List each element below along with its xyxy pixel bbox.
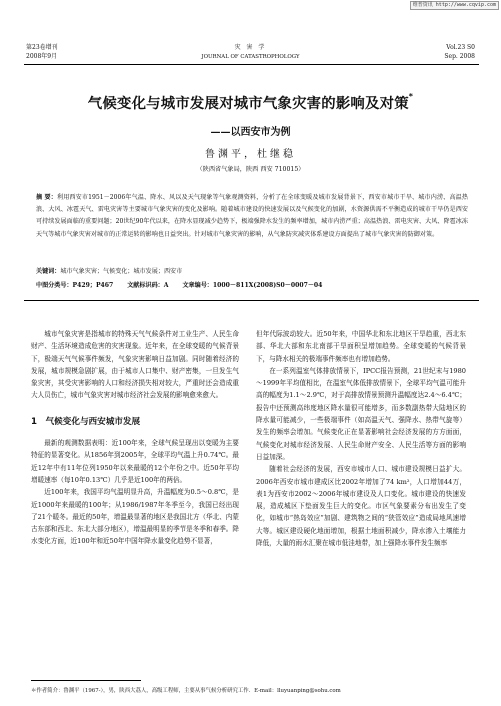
body-paragraph: 最新的观测数据表明：近100年来，全球气候呈现出以变暖为主要特征的显著变化。从1856年到2005年，全球平均气温上升0.74℃。最近12年中有11年位列1950年以来最暖的12个年份之中。近50年平均增暖速率（每10年0.13℃）几乎是近100年的两倍。 [31, 439, 239, 484]
abstract-text: 利用西安市1951－2006年气温、降水、风以及天气现象等气象观测资料，分析了在全球变暖及城市发展背景下，西安市城市干旱、城市内涝、高温热浪、大风、冰雹天气、雷电灾害等主要城市气象灾害的变化及影响。随着城市建设的快速发展以及气候变化的加剧，水资源供需不平衡造成的城市干旱仍是西安可持续发展面临的重要问题；20世纪90年代以来，在降水显现减少趋势下，极端强降水发生的频率增加，城市内涝严重；高温热浪、雷电灾害、大风、降雹冰冻天气等城市气象灾害对城市的正常运转的影响也日益突出。针对城市气象灾害的影响，从气象防灾减灾体系建设方面提出了城市气象灾害的防御对策。 [36, 194, 469, 238]
header-date-cn: 2008年9月 [26, 53, 58, 60]
paper-subtitle: ——以西安市为例 [210, 127, 291, 138]
keywords-label: 关键词： [36, 268, 61, 275]
affiliation: （陕西省气象局，陕西 西安 710015） [196, 166, 305, 173]
left-column [31, 328, 239, 548]
header-volume-en: Vol.23 S0 [446, 44, 475, 51]
keywords-text: 城市气象灾害；气候变化；城市发展；西安市 [60, 268, 183, 275]
header-rule [24, 64, 479, 65]
author-footnote: ＊作者简介：鲁渊平（1967-），男，陕西大荔人，高级工程师，主要从事气候分析研究工作．E-mail：lluyuanping@sohu.com [31, 688, 341, 694]
body-paragraph: 随着社会经济的发展，西安市城市人口、城市建设规模日益扩大。2006年西安市城市建成区比2002年增加了74 km²，人口增加44万，表1为西安市2002～2006年城市建设及人口变化。城市建设的快速发展，造成城区下垫面发生巨大的变化。市区气象要素分布出发生了变化，如城市“热岛效应”加剧、建筑物之间的“狭管效应”造成局地风速增大等。城区建设硬化地面增加，根据土地面积减少，降水渗入土壤能力降低，大量的雨水汇聚在城市低洼地带，加上强降水事件发生频率 [256, 465, 466, 548]
intro-paragraph: 城市气象灾害是指城市的特殊天气气候条件对工业生产、人民生命财产、生活环境造成危害的灾害现象。近年来，在全球变暖的气候背景下，极端天气气候事件频发，气象灾害影响日益加剧。同时随着经济的发展，城市规模急剧扩展，由于城市人口集中、财产密集，一旦发生气象灾害，其受灾害影响的人口和经济损失相对较大，严重时还会造成重大人员伤亡，城市气象灾害对城市经济社会发展的影响愈来愈大。 [31, 330, 239, 400]
paper-title: 气候变化与城市发展对城市气象灾害的影响及对策* [87, 92, 414, 112]
header-journal-en: JOURNAL OF CATASTROPHOLOGY [201, 54, 300, 60]
article-number: 文章编号：1000－811X(2008)S0－0007－04 [182, 282, 323, 289]
article-meta [36, 280, 476, 289]
header-journal-cn: 灾 害 学 [234, 44, 267, 51]
footnote-rule [31, 680, 141, 681]
abstract-rule [24, 300, 479, 301]
header-volume-cn: 第23卷增刊 [26, 44, 58, 51]
header-date-en: Sep. 2008 [444, 53, 475, 60]
body-paragraph: 但年代际波动较大。近50年来，中国华北和东北地区干旱趋重，西北东部、华北大部和东北南部干旱面积呈增加趋势。全球变暖的气候背景下，与降水相关的极端事件频率也有增加趋势。 [256, 330, 466, 363]
keywords [36, 266, 182, 275]
body-paragraph: 近100年来，我国平均气温明显升高，升温幅度为0.5～0.8℃，是近1000年来最暖的100年；从1986/1987年冬季至今，我国已经出现了21个暖冬。最近的50年，增温最显著的地区是我国北方（华北、内蒙古东部和西北、东北大部分地区），增温最明显的季节是冬季和春季。降水变化方面，近100年和近50年中国年降水量变化趋势不显著， [31, 488, 239, 546]
document-code: 文献标识码：A [127, 282, 169, 289]
source-watermark: 维普资讯 http://www.cqvip.com [410, 1, 499, 10]
abstract [36, 192, 468, 241]
right-column [256, 328, 466, 549]
section-heading: 1 气候变化与西安城市发展 [31, 416, 141, 427]
authors: 鲁渊平，杜继稳 [205, 149, 296, 160]
clc-number: 中图分类号：P429；P467 [36, 282, 114, 289]
abstract-label: 摘 要： [36, 194, 57, 201]
body-paragraph: 在一系列温室气体排放情景下，IPCC报告预测，21世纪末与1980～1999年平均值相比，在温室气体低排放情景下，全球平均气温可能升高的幅度为1.1～2.9℃，对于高排放情景预测升温幅度达2.4～6.4℃；报告中还预测高纬度地区降水量很可能增多，而多数副热带大陆地区的降水量可能减少，一些极端事件（如高温天气、强降水、热带气旋等）发生的频率会增加。气候变化正在显著影响社会经济发展的方方面面，气候变化对城市经济发展、人民生命财产安全、人民生活等方面的影响日益加深。 [256, 366, 466, 461]
